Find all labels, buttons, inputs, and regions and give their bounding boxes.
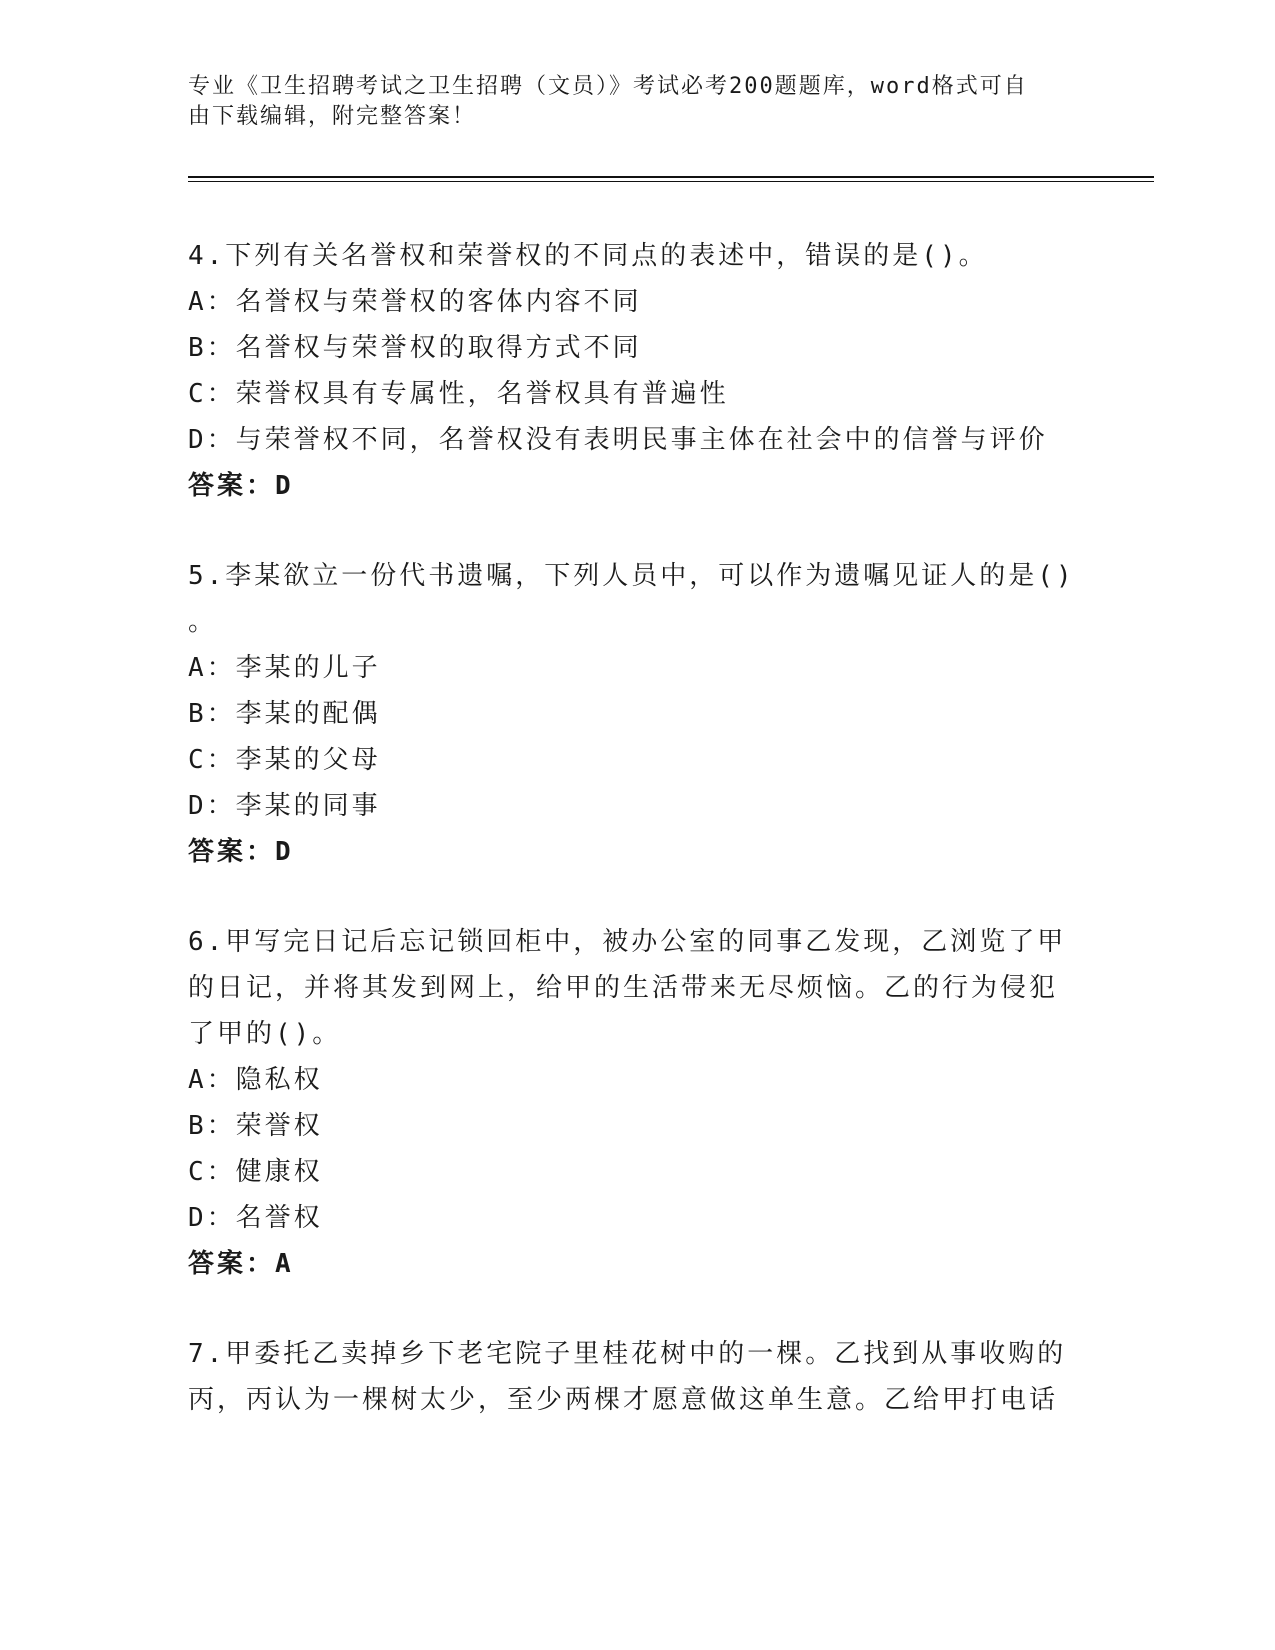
question-4 (188, 233, 1068, 509)
question-text: 5.李某欲立一份代书遗嘱，下列人员中，可以作为遗嘱见证人的是() (188, 561, 1075, 591)
answer-label: 答案：D (188, 837, 294, 867)
answer-label: 答案：D (188, 471, 294, 501)
option-c: C：健康权 (188, 1157, 323, 1187)
question-text: 6.甲写完日记后忘记锁回柜中，被办公室的同事乙发现，乙浏览了甲 (188, 927, 1067, 957)
option-d: D：李某的同事 (188, 791, 381, 821)
header-line-1: 专业《卫生招聘考试之卫生招聘（文员）》考试必考200题题库，word格式可自 (188, 74, 1028, 99)
header-line-2: 由下载编辑，附完整答案！ (188, 104, 477, 129)
question-6 (188, 919, 1068, 1287)
option-b: B：名誉权与荣誉权的取得方式不同 (188, 333, 642, 363)
option-b: B：李某的配偶 (188, 699, 381, 729)
question-text-continued: 。 (188, 607, 218, 637)
question-text-continued: 丙，丙认为一棵树太少，至少两棵才愿意做这单生意。乙给甲打电话 (188, 1385, 1059, 1415)
document-header (188, 72, 1088, 132)
option-c: C：李某的父母 (188, 745, 381, 775)
option-a: A：李某的儿子 (188, 653, 381, 683)
question-text: 7.甲委托乙卖掉乡下老宅院子里桂花树中的一棵。乙找到从事收购的 (188, 1339, 1067, 1369)
option-d: D：与荣誉权不同，名誉权没有表明民事主体在社会中的信誉与评价 (188, 425, 1048, 455)
divider-thick-line (188, 176, 1154, 178)
question-text: 4.下列有关名誉权和荣誉权的不同点的表述中，错误的是()。 (188, 241, 988, 271)
option-a: A：名誉权与荣誉权的客体内容不同 (188, 287, 642, 317)
question-list (188, 233, 1075, 1423)
question-7 (188, 1331, 1068, 1423)
option-c: C：荣誉权具有专属性，名誉权具有普遍性 (188, 379, 729, 409)
option-b: B：荣誉权 (188, 1111, 323, 1141)
divider-thin-line (188, 181, 1154, 182)
option-d: D：名誉权 (188, 1203, 323, 1233)
question-text-continued: 的日记，并将其发到网上，给甲的生活带来无尽烦恼。乙的行为侵犯 (188, 973, 1059, 1003)
header-divider (188, 176, 1154, 182)
answer-label: 答案：A (188, 1249, 294, 1279)
question-5 (188, 553, 1075, 875)
question-text-continued: 了甲的()。 (188, 1019, 342, 1049)
option-a: A：隐私权 (188, 1065, 323, 1095)
